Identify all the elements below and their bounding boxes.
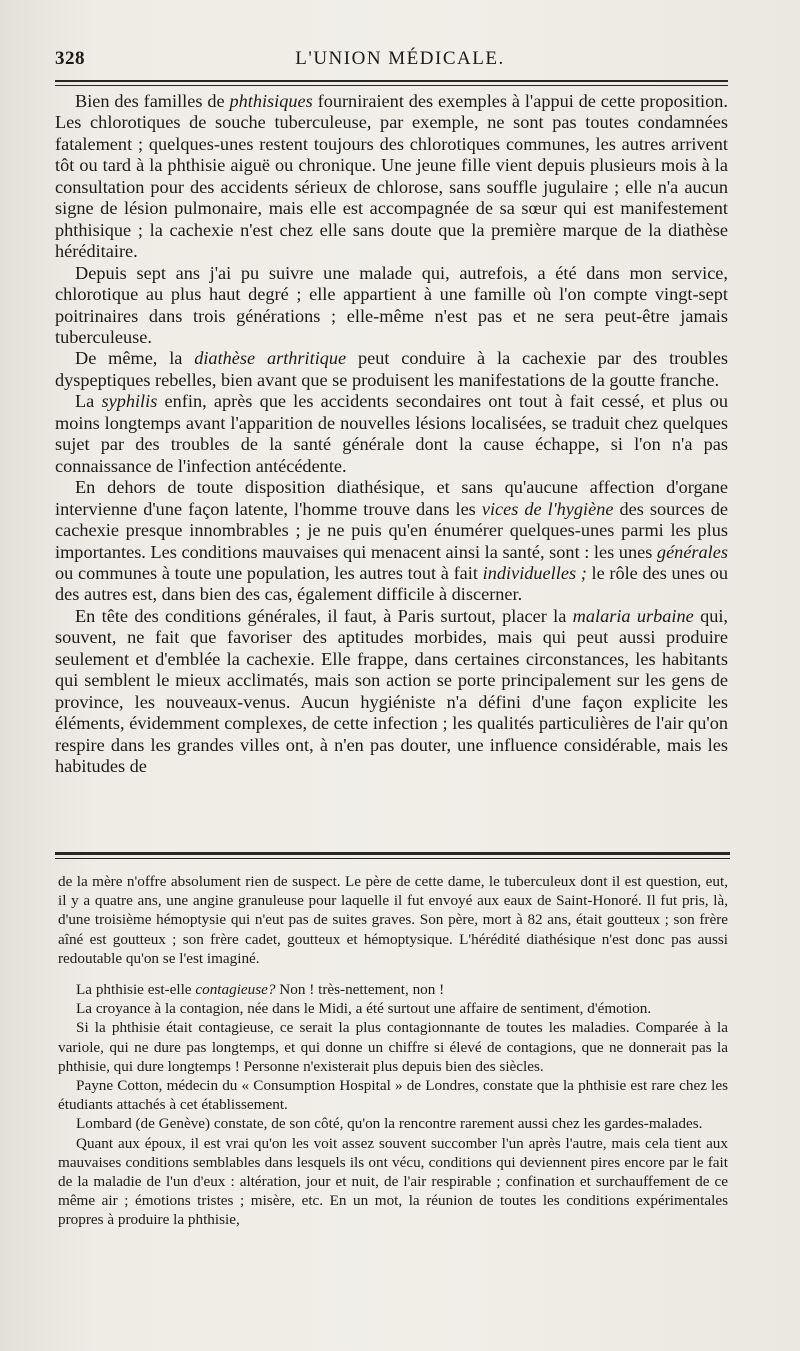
- text-run: Non ! très-nettement, non !: [275, 981, 445, 999]
- italic-run: syphilis: [101, 391, 158, 412]
- main-text: [55, 91, 728, 778]
- page-header: [55, 42, 745, 78]
- main-paragraph: [55, 391, 728, 477]
- text-run: fourniraient des exemples à l'appui de cette proposition. Les chlorotiques de souche tuberculeuse, par exemple, ne sont pas toutes condamnées fatalement ; quelques-unes restent toujours des chlorotiques communes, les autres arrivent tôt ou tard à la phthisie aiguë ou chronique. Une jeune fille vient depuis plusieurs mois à la consultation pour des accidents sérieux de chlorose, sans souffle jugulaire ; elle n'a aucun signe de lésion pulmonaire, mais elle est accompagnée de sa sœur qui est manifestement phthisique ; la cachexie n'est chez elle sans doute que la première marque de la diathèse héréditaire.: [55, 91, 728, 262]
- text-run: qui, souvent, ne fait que favoriser des aptitudes morbides, mais qui peut aussi produire seulement et d'emblée la cachexie. Elle frappe, dans certaines circonstances, les habitants qui semblent le mieux acclimatés, mais son action se porte principalement sur les gens de province, les nouveaux-venus. Aucun hygiéniste n'a défini d'une façon explicite les éléments, évidemment complexes, de cette infection ; les qualités particulières de l'air qu'on respire dans les grandes villes ont, à n'en pas douter, une influence considérable, mais les habitudes de: [55, 605, 728, 777]
- header-rule-thin: [55, 85, 728, 86]
- italic-run: phthisiques: [229, 91, 313, 111]
- text-run: En tête des conditions générales, il faut, à Paris surtout, placer la: [75, 605, 573, 626]
- text-run: Lombard (de Genève) constate, de son côté, qu'on la rencontre rarement aussi chez les gardes-malades.: [76, 1115, 703, 1133]
- italic-run: générales: [656, 541, 728, 562]
- main-paragraph: [55, 477, 728, 606]
- main-paragraph: [55, 606, 728, 778]
- footnote-paragraph: [58, 872, 728, 968]
- footnote-paragraph: [58, 1076, 728, 1114]
- text-run: le rôle des unes ou des autres est, dans bien des cas, également difficile à discerner.: [55, 562, 728, 605]
- text-run: Payne Cotton, médecin du « Consumption Hospital » de Londres, constate que la phthisie est rare chez les étudiants attachés à cet établissement.: [58, 1077, 728, 1114]
- text-run: enfin, après que les accidents secondaires ont tout à fait cessé, et plus ou moins longtemps avant l'apparition de nouvelles lésions localisées, se traduit chez quelques sujet par des troubles de la santé générale dont la cause échappe, si l'on n'a pas connaissance de l'infection antécédente.: [55, 391, 728, 476]
- italic-run: contagieuse?: [195, 981, 276, 999]
- footnote-paragraph: [58, 980, 728, 999]
- italic-run: diathèse arthritique: [194, 348, 347, 369]
- text-run: La croyance à la contagion, née dans le Midi, a été surtout une affaire de sentiment, d'émotion.: [76, 1000, 652, 1018]
- text-run: ou communes à toute une population, les autres tout à fait: [55, 562, 483, 583]
- text-run: La phthisie est-elle: [76, 981, 196, 999]
- italic-run: malaria urbaine: [572, 605, 694, 626]
- text-run: La: [75, 391, 102, 412]
- text-run: Quant aux époux, il est vrai qu'on les voit assez souvent succomber l'un après l'autre, mais cela tient aux mauvaises conditions semblables dans lesquels ils ont vécu, conditions qui deviennent pires encore par le fait de la maladie de l'un d'eux : altération, jour et nuit, de l'air respirable ; confination et surchauffement de ce même air ; émotions tristes ; misère, etc. En un mot, la réunion de toutes les conditions expérimentales propres à produire la phthisie,: [58, 1134, 728, 1229]
- italic-run: individuelles ;: [482, 562, 587, 583]
- footnote-rule: [55, 852, 730, 855]
- footnote-rule-thin: [55, 858, 730, 859]
- text-run: peut conduire à la cachexie par des troubles dyspeptiques rebelles, bien avant que se produisent les manifestations de la goutte franche.: [55, 348, 728, 390]
- text-run: de la mère n'offre absolument rien de suspect. Le père de cette dame, le tuberculeux dont il est question, eut, il y a quatre ans, une angine granuleuse pour laquelle il fut envoyé aux eaux de Saint-Honoré. Il fut pris, là, d'une troisième hémoptysie qui n'eut pas de suites graves. Son père, mort à 82 ans, était goutteux ; son frère aîné est goutteux ; son frère cadet, goutteux et hémoptysique. L'hérédité diathésique n'est donc pas aussi redoutable qu'on se l'est imaginé.: [58, 873, 728, 967]
- main-paragraph: [55, 348, 728, 391]
- text-run: Si la phthisie était contagieuse, ce serait la plus contagionnante de toutes les maladies. Comparée à la variole, qui ne dure pas longtemps, et qui donne un chiffre si élevé de contagions, que ne donnerait pas la phthisie, qui dure longtemps ! Personne n'existerait plus depuis bien des siècles.: [58, 1019, 728, 1075]
- running-title: L'UNION MÉDICALE.: [295, 48, 505, 69]
- main-paragraph: [55, 91, 728, 263]
- footnote-paragraph: [58, 999, 728, 1018]
- footnote-paragraph: [58, 1134, 728, 1230]
- footnote-paragraph: [58, 1114, 728, 1133]
- page-number: 328: [55, 48, 85, 69]
- footnote-paragraph: [58, 1018, 728, 1076]
- footnotes: [58, 872, 728, 1230]
- main-paragraph: [55, 263, 728, 349]
- text-run: De même, la: [75, 348, 195, 369]
- text-run: En dehors de toute disposition diathésique, et sans qu'aucune affection d'organe intervienne d'une façon latente, l'homme trouve dans les: [55, 477, 728, 519]
- header-rule: [55, 80, 728, 82]
- text-run: des sources de cachexie presque innombrables ; je ne puis qu'en énumérer quelques-unes parmi les plus importantes. Les conditions mauvaises qui menacent ainsi la santé, sont : les unes: [55, 498, 729, 562]
- text-run: Bien des familles de: [75, 91, 230, 111]
- italic-run: vices de l'hygiène: [481, 498, 614, 519]
- text-run: Depuis sept ans j'ai pu suivre une malade qui, autrefois, a été dans mon service, chlorotique au plus haut degré ; elle appartient à une famille où l'on compte vingt-sept poitrinaires dans trois générations ; elle-même n'est pas et ne sera peut-être jamais tuberculeuse.: [55, 262, 728, 347]
